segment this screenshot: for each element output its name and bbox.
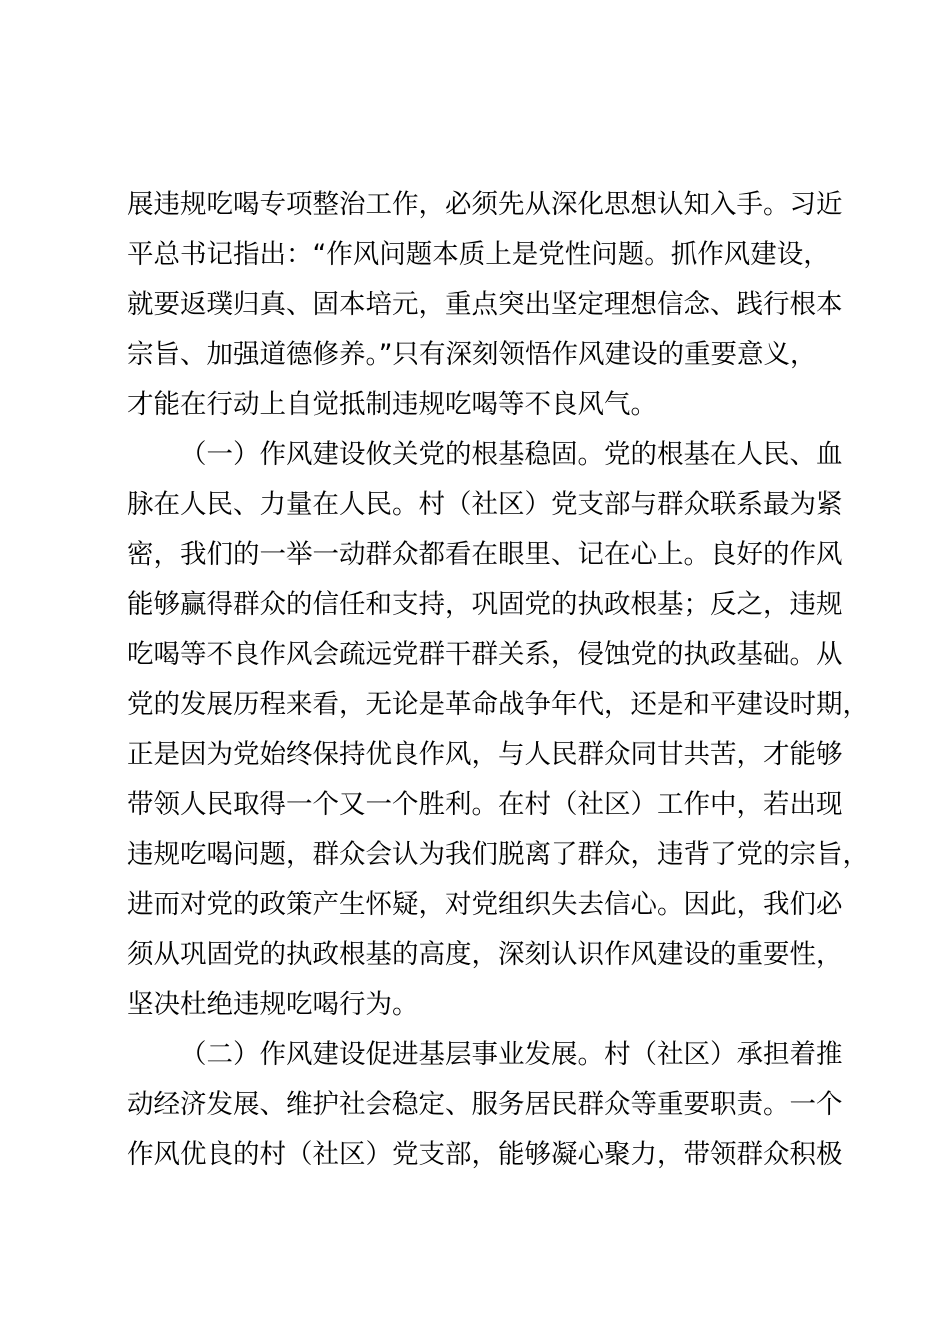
text-line: 违规吃喝问题，群众会认为我们脱离了群众，违背了党的宗旨，	[127, 839, 869, 870]
text-line: 能够赢得群众的信任和支持，巩固党的执政根基；反之，违规	[127, 589, 843, 620]
text-line: 密，我们的一举一动群众都看在眼里、记在心上。良好的作风	[127, 539, 843, 570]
text-line-indented: （一）作风建设攸关党的根基稳固。党的根基在人民、血	[180, 439, 843, 470]
text-line: 平总书记指出：“作风问题本质上是党性问题。抓作风建设，	[127, 239, 830, 270]
text-line: 带领人民取得一个又一个胜利。在村（社区）工作中，若出现	[127, 789, 843, 820]
text-line: 作风优良的村（社区）党支部，能够凝心聚力，带领群众积极	[127, 1139, 843, 1170]
paragraph-section-1	[127, 430, 869, 1030]
text-line: 就要返璞归真、固本培元，重点突出坚定理想信念、践行根本	[127, 289, 843, 320]
text-line: 展违规吃喝专项整治工作，必须先从深化思想认知入手。习近	[127, 189, 843, 220]
text-line: 脉在人民、力量在人民。村（社区）党支部与群众联系最为紧	[127, 489, 843, 520]
text-line: 坚决杜绝违规吃喝行为。	[127, 989, 419, 1020]
text-line: 须从巩固党的执政根基的高度，深刻认识作风建设的重要性，	[127, 939, 843, 970]
text-line: 宗旨、加强道德修养。”只有深刻领悟作风建设的重要意义，	[127, 339, 817, 370]
document-body	[127, 180, 869, 1180]
text-line-indented: （二）作风建设促进基层事业发展。村（社区）承担着推	[180, 1039, 843, 1070]
paragraph-intro	[127, 180, 857, 430]
text-line: 吃喝等不良作风会疏远党群干群关系，侵蚀党的执政基础。从	[127, 639, 843, 670]
text-line: 进而对党的政策产生怀疑，对党组织失去信心。因此，我们必	[127, 889, 843, 920]
text-line: 才能在行动上自觉抵制违规吃喝等不良风气。	[127, 389, 657, 420]
text-line: 动经济发展、维护社会稳定、服务居民群众等重要职责。一个	[127, 1089, 843, 1120]
text-line: 正是因为党始终保持优良作风，与人民群众同甘共苦，才能够	[127, 739, 843, 770]
paragraph-section-2	[127, 1030, 857, 1180]
text-line: 党的发展历程来看，无论是革命战争年代，还是和平建设时期，	[127, 689, 869, 720]
